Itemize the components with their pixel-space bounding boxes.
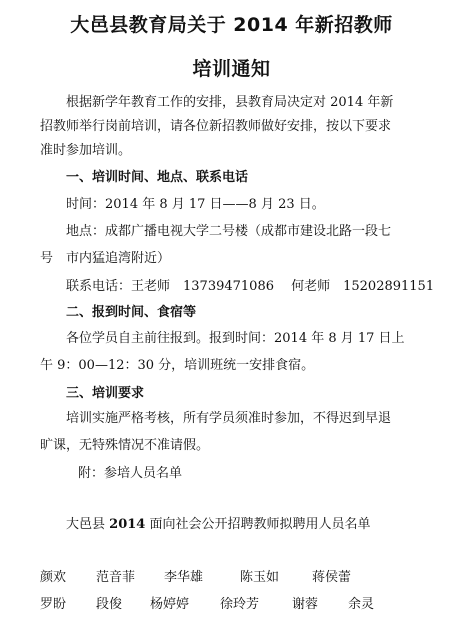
- list-item: 徐玲芳: [220, 597, 260, 612]
- section1-place-line2: 号 市内猛追湾附近）: [40, 251, 171, 266]
- list-item: 谢蓉: [292, 597, 319, 612]
- list-item: 罗盼: [40, 597, 67, 612]
- attachment-label: 附：参培人员名单: [78, 466, 183, 481]
- section2-line2: 午 9：00—12：30 分，培训班统一安排食宿。: [40, 358, 315, 373]
- section1-place-line1: 地点：成都广播电视大学二号楼（成都市建设北路一段七: [66, 224, 392, 239]
- list-item: 余灵: [348, 597, 375, 612]
- section1-time: 时间：2014 年 8 月 17 日——8 月 23 日。: [66, 197, 325, 212]
- intro-line-2: 招教师举行岗前培训，请各位新招教师做好安排，按以下要求: [40, 119, 392, 134]
- section3-line2: 旷课，无特殊情况不准请假。: [40, 438, 210, 453]
- list-title-year: 2014: [109, 517, 146, 532]
- section2-heading: 二、报到时间、食宿等: [66, 305, 197, 320]
- list-item: 颜欢: [40, 570, 67, 585]
- list-title-prefix: 大邑县: [66, 517, 106, 532]
- section1-contact: 联系电话：王老师 13739471086 何老师 15202891151: [66, 279, 435, 294]
- list-item: 段俊: [96, 597, 123, 612]
- document-title-line1: 大邑县教育局关于 2014 年新招教师: [70, 14, 393, 36]
- list-item: 李华雄: [164, 570, 204, 585]
- section2-line1: 各位学员自主前往报到。报到时间：2014 年 8 月 17 日上: [66, 331, 405, 346]
- list-item: 杨婷婷: [150, 597, 190, 612]
- section3-line1: 培训实施严格考核，所有学员须准时参加，不得迟到早退: [66, 411, 392, 426]
- list-item: 蒋侯蕾: [312, 570, 352, 585]
- list-title: [66, 513, 371, 532]
- section3-heading: 三、培训要求: [66, 386, 145, 401]
- list-title-suffix: 面向社会公开招聘教师拟聘用人员名单: [149, 517, 371, 532]
- document-title-line2: 培训通知: [192, 58, 271, 80]
- section1-heading: 一、培训时间、地点、联系电话: [66, 170, 249, 185]
- list-item: 陈玉如: [240, 570, 280, 585]
- list-item: 范音菲: [96, 570, 136, 585]
- intro-line-1: 根据新学年教育工作的安排，县教育局决定对 2014 年新: [66, 95, 394, 110]
- intro-line-3: 准时参加培训。: [40, 143, 132, 158]
